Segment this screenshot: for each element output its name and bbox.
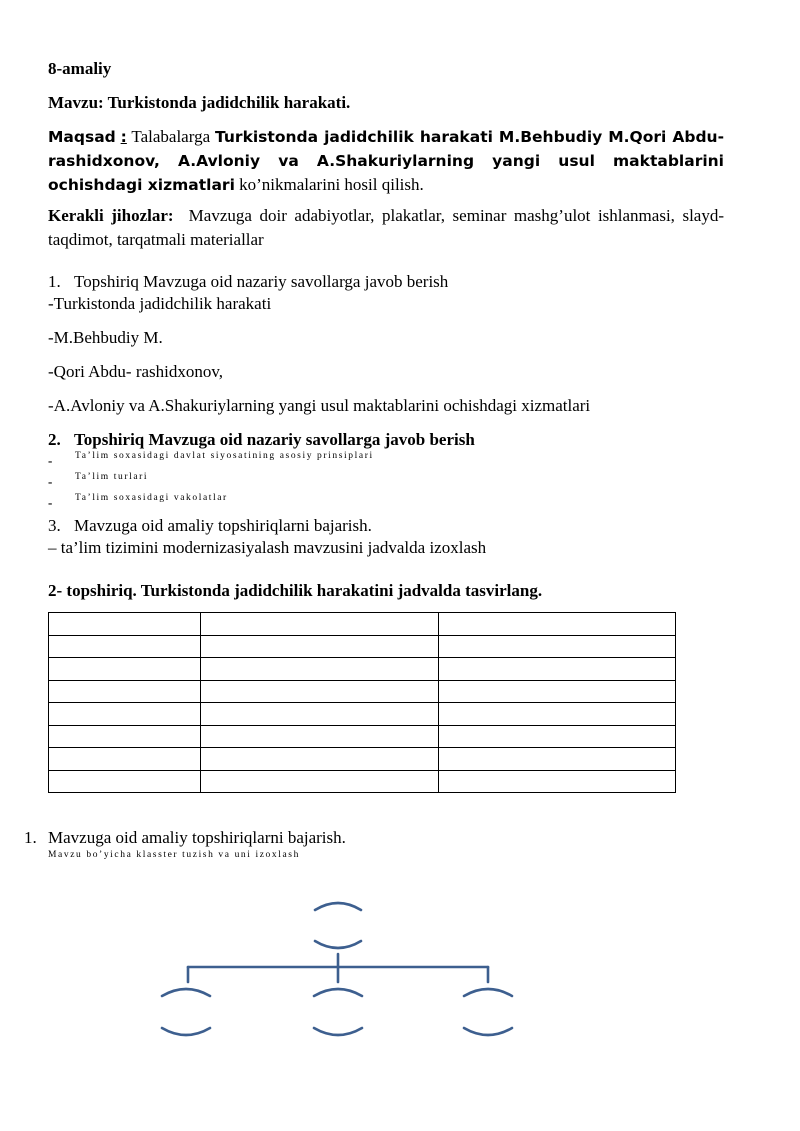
cluster-root-top-arc xyxy=(315,903,361,910)
goal-text-bold: Turkistonda jadidchilik harakati M.Behbudiy M.Qori Abdu-rashidxonov, A.Avloniy va A.Shakuriylarning yangi usul maktablarini ochishdagi xizmatlari xyxy=(48,128,725,194)
task1-number: 1. xyxy=(48,272,61,291)
task2-item-text: Ta’lim soxasidagi vakolatlar xyxy=(75,493,228,503)
bullet-dash: - xyxy=(48,453,53,468)
task3-number: 3. xyxy=(48,516,61,535)
cluster-task-number: 1. xyxy=(24,828,37,847)
task1-title-text: Topshiriq Mavzuga oid nazariy savollarga javob berish xyxy=(74,272,449,291)
goal-text-plain: Talabalarga xyxy=(131,127,211,146)
task1-item: -M.Behbudiy M. xyxy=(48,328,163,347)
task3-subtitle: – ta’lim tizimini modernizasiyalash mavzusini jadvalda izoxlash xyxy=(48,538,487,557)
task3-title-text: Mavzuga oid amaliy topshiriqlarni bajarish. xyxy=(74,516,372,535)
cluster-task-subtitle: Mavzu bo’yicha klasster tuzish va uni izoxlash xyxy=(48,850,300,860)
topic-title: Mavzu: Turkistonda jadidchilik harakati. xyxy=(48,93,351,112)
cluster-root-bottom-arc xyxy=(315,941,361,948)
bullet-dash: - xyxy=(48,474,53,489)
task2-title-text: Topshiriq Mavzuga oid nazariy savollarga javob berish xyxy=(74,430,475,449)
task1-item: -Turkistonda jadidchilik harakati xyxy=(48,294,272,313)
cluster-node-bottom-arc xyxy=(464,1028,512,1035)
equipment-label: Kerakli jihozlar: xyxy=(48,206,174,225)
goal-text-end: ko’nikmalarini hosil qilish. xyxy=(239,175,424,194)
task1-item: -Qori Abdu- rashidxonov, xyxy=(48,362,224,381)
cluster-node-top-arc xyxy=(162,989,210,996)
equipment-text: Mavzuga doir adabiyotlar, plakatlar, seminar mashg’ulot ishlanmasi, slayd-taqdimot, tarqatmali materiallar xyxy=(48,206,725,249)
task1-item: -A.Avloniy va A.Shakuriylarning yangi usul maktablarini ochishdagi xizmatlari xyxy=(48,396,591,415)
cluster-task-title-text: Mavzuga oid amaliy topshiriqlarni bajarish. xyxy=(48,828,346,847)
task2-item-text: Ta’lim soxasidagi davlat siyosatining asosiy prinsiplari xyxy=(75,451,374,461)
task2-number: 2. xyxy=(48,430,61,449)
goal-colon: : xyxy=(120,128,127,146)
cluster-node-top-arc xyxy=(464,989,512,996)
task2-item-text: Ta’lim turlari xyxy=(75,472,149,482)
cluster-node-top-arc xyxy=(314,989,362,996)
goal-label: Maqsad xyxy=(48,128,116,146)
heading: 8-amaliy xyxy=(48,59,112,78)
bullet-dash: - xyxy=(48,495,53,510)
cluster-node-bottom-arc xyxy=(162,1028,210,1035)
table-task-title: 2- topshiriq. Turkistonda jadidchilik harakatini jadvalda tasvirlang. xyxy=(48,581,543,600)
cluster-node-bottom-arc xyxy=(314,1028,362,1035)
